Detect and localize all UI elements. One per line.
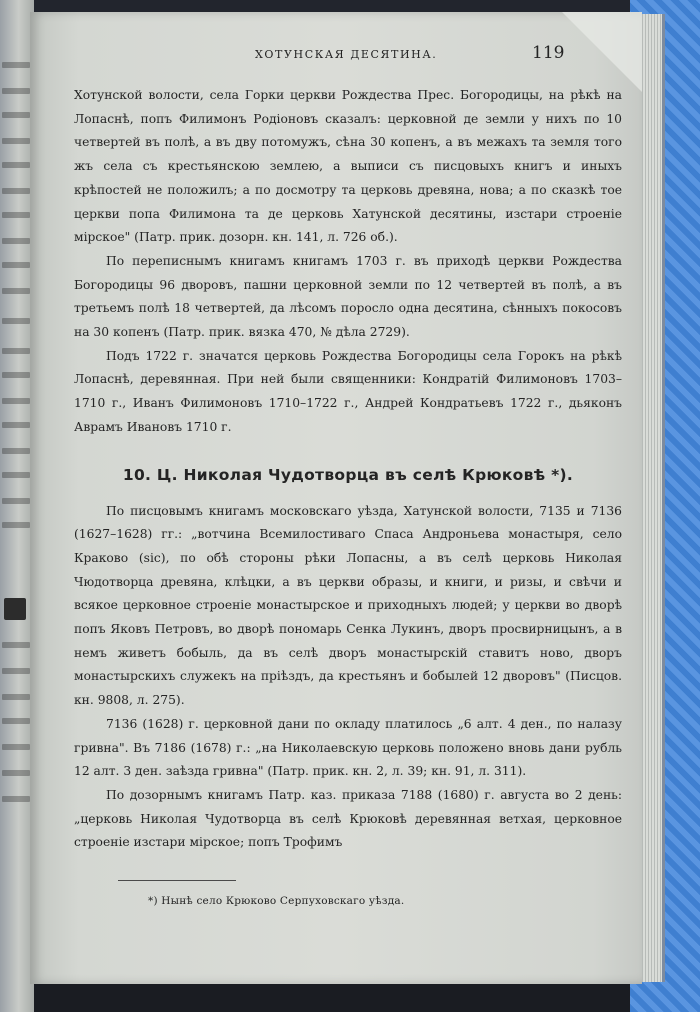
paragraph: Подъ 1722 г. значатся церковь Рождества Богородицы села Горокъ на рѣкѣ Лопаснѣ, деревянная. При ней были священники: Кондратій Филимоновъ 1703–1710 г., Иванъ Филимоновъ 1710–1722 г., Андрей Кондратьевъ 1722 г., дьяконъ Аврамъ Ивановъ 1710 г. [74,348,622,434]
left-page-edge [0,0,34,1012]
running-head: ХОТУНСКАЯ ДЕСЯТИНА. [255,48,438,61]
paragraph: По дозорнымъ книгамъ Патр. каз. приказа 7188 (1680) г. августа во 2 день: „церковь Николая Чудотворца въ селѣ Крюковѣ деревянная ветхая, церковное строеніе изстари мірское; попъ Трофимъ [74,787,622,850]
paragraph: По писцовымъ книгамъ московскаго уѣзда, Хатунской волости, 7135 и 7136 (1627–1628) гг.: „вотчина Всемилостиваго Спаса Андроньева монастыря, село Краково (sic), по обѣ стороны рѣки Лопасны, а въ селѣ церковь Николая Чюдотворца древяна, клѣцки, а въ церкви образы, и книги, и ризы, и свѣчи и всякое церковное строеніе монастырское и приходныхъ людей; у церкви во дворѣ попъ Яковъ Петровъ, во дворѣ пономарь Сенка Лукинъ, дворъ просвирницынъ, а в немъ живетъ бобыль, да въ селѣ дворъ монастырскій ставитъ ново, дворъ монастырскихъ служекъ на пріѣздъ, да крестьянъ и бобылей 12 дворовъ" (Писцов. кн. 9808, л. 275). [74,503,622,708]
left-page-mark [4,598,26,620]
book-page [30,12,642,984]
paragraph: По переписнымъ книгамъ книгамъ 1703 г. въ приходѣ церкви Рождества Богородицы 96 дворовъ, пашни церковной земли по 12 четвертей въ полѣ, а въ третьемъ полѣ 18 четвертей, да лѣсомъ поросло одна десятина, сѣнныхъ покосовъ на 30 копенъ (Патр. прик. вязка 470, № дѣла 2729). [74,253,622,340]
footnote: *) Нынѣ село Крюково Серпуховскаго уѣзда. [148,895,405,907]
footnote-rule [118,880,236,881]
page-body [74,84,622,855]
page-number: 119 [532,43,565,63]
page-header [30,43,642,68]
section-heading: 10. Ц. Николая Чудотворца въ селѣ Крюковѣ *). [122,465,574,484]
paragraph: 7136 (1628) г. церковной дани по окладу платилось „6 алт. 4 ден., по налазу гривна". Въ 7186 (1678) г.: „на Николаевскую церковь положено вновь дани рубль 12 алт. 3 ден. заѣзда гривна" (Патр. прик. кн. 2, л. 39; кн. 91, л. 311). [74,716,622,779]
paragraph-continued: Хотунской волости, села Горки церкви Рождества Прес. Богородицы, на рѣкѣ на Лопаснѣ, попъ Филимонъ Родіоновъ сказалъ: церковной де земли у нихъ по 10 четвертей въ полѣ, а въ дву потомужъ, сѣна 30 копенъ, а въ межахъ та земля того жъ села съ крестьянскою землею, а выписи съ писцовыхъ книгъ и иныхъ крѣпостей не положилъ; а по досмотру та церковь древяна, нова; а по сказкѣ тое церкви попа Филимона та де церковь Хатунской десятины, изстари строеніе мірское" (Патр. прик. дозорн. кн. 141, л. 726 об.). [74,88,622,245]
